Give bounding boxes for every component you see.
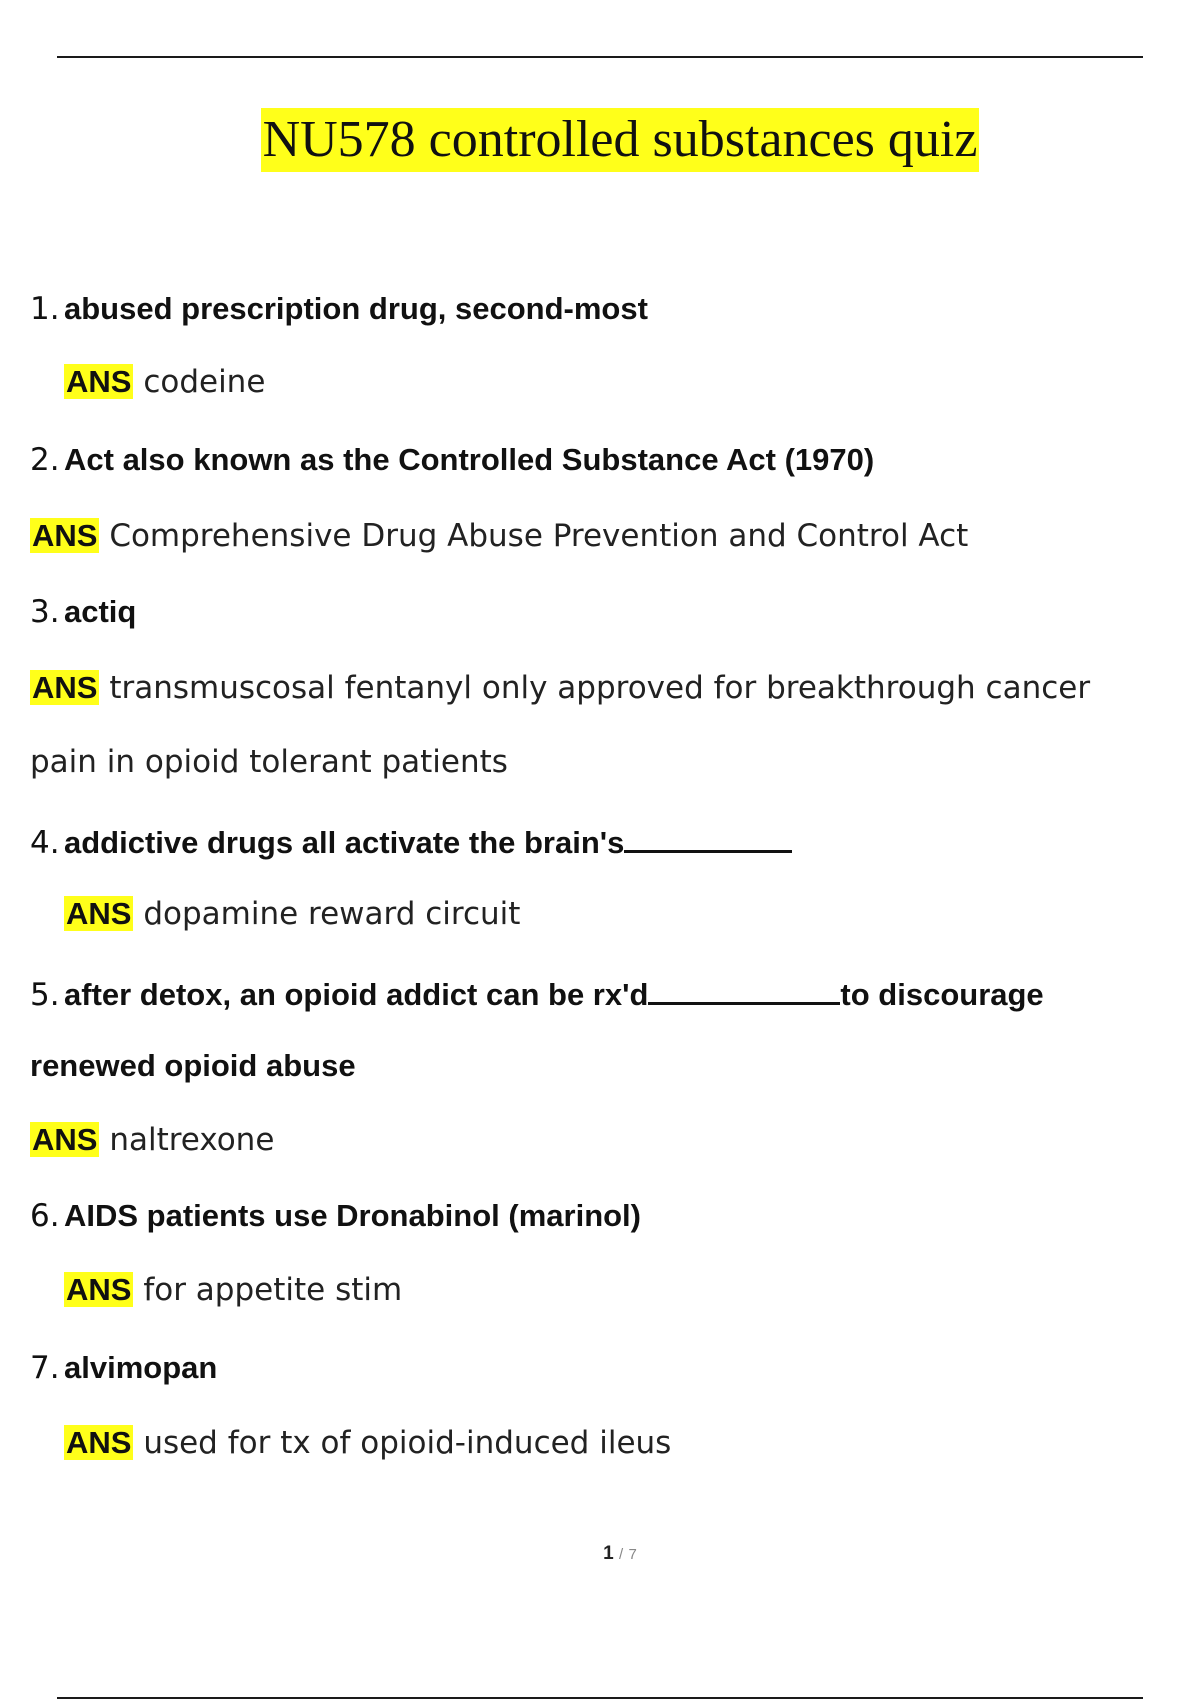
ans-tag: ANS	[66, 1425, 132, 1460]
question-text-line-2: renewed opioid abuse	[30, 1048, 356, 1083]
question-7	[30, 1348, 217, 1388]
answer-2	[30, 516, 968, 556]
ans-tag: ANS	[32, 670, 98, 705]
answer-1	[64, 362, 265, 402]
answer-text: codeine	[143, 364, 266, 400]
ans-tag: ANS	[66, 1272, 132, 1307]
page-indicator	[0, 1543, 1200, 1565]
answer-text: Comprehensive Drug Abuse Prevention and Control Act	[109, 518, 969, 554]
question-text: AIDS patients use Dronabinol (marinol)	[64, 1198, 641, 1233]
question-3	[30, 592, 136, 632]
question-text: alvimopan	[64, 1350, 218, 1385]
question-5	[30, 972, 1044, 1015]
question-6	[30, 1196, 641, 1236]
question-text: addictive drugs all activate the brain's	[64, 825, 625, 860]
answer-text: for appetite stim	[143, 1272, 403, 1308]
question-1	[30, 289, 648, 329]
question-2	[30, 440, 874, 480]
fill-in-blank	[624, 820, 792, 853]
question-text: actiq	[64, 594, 137, 629]
question-number: 2.	[30, 442, 60, 478]
ans-tag: ANS	[66, 364, 132, 399]
document-title: NU578 controlled substances quiz	[261, 108, 980, 172]
ans-tag: ANS	[32, 1122, 98, 1157]
question-number: 1.	[30, 291, 60, 327]
question-number: 5.	[30, 977, 60, 1013]
question-text-part-1: after detox, an opioid addict can be rx'd	[64, 977, 649, 1012]
question-text-part-2: to discourage	[840, 977, 1044, 1012]
answer-3	[30, 668, 1090, 708]
question-5-continued	[30, 1046, 356, 1086]
answer-text: naltrexone	[109, 1122, 275, 1158]
answer-text: used for tx of opioid-induced ileus	[143, 1425, 672, 1461]
answer-5	[30, 1120, 274, 1160]
question-number: 4.	[30, 825, 60, 861]
question-text: abused prescription drug, second-most	[64, 291, 648, 326]
answer-3-continued	[30, 742, 508, 782]
answer-6	[64, 1270, 402, 1310]
fill-in-blank	[648, 972, 840, 1005]
page-separator: /	[619, 1546, 624, 1563]
total-pages: 7	[628, 1546, 637, 1563]
top-rule	[57, 56, 1143, 58]
bottom-rule	[57, 1697, 1143, 1699]
current-page: 1	[603, 1543, 614, 1564]
answer-7	[64, 1423, 671, 1463]
question-number: 3.	[30, 594, 60, 630]
ans-tag: ANS	[32, 518, 98, 553]
question-4	[30, 820, 792, 863]
answer-text-line-1: transmuscosal fentanyl only approved for breakthrough cancer	[109, 670, 1091, 706]
ans-tag: ANS	[66, 896, 132, 931]
question-text: Act also known as the Controlled Substance Act (1970)	[64, 442, 875, 477]
title-container	[0, 108, 1200, 172]
answer-4	[64, 894, 520, 934]
answer-text-line-2: pain in opioid tolerant patients	[30, 744, 508, 780]
answer-text: dopamine reward circuit	[143, 896, 521, 932]
question-number: 6.	[30, 1198, 60, 1234]
question-number: 7.	[30, 1350, 60, 1386]
